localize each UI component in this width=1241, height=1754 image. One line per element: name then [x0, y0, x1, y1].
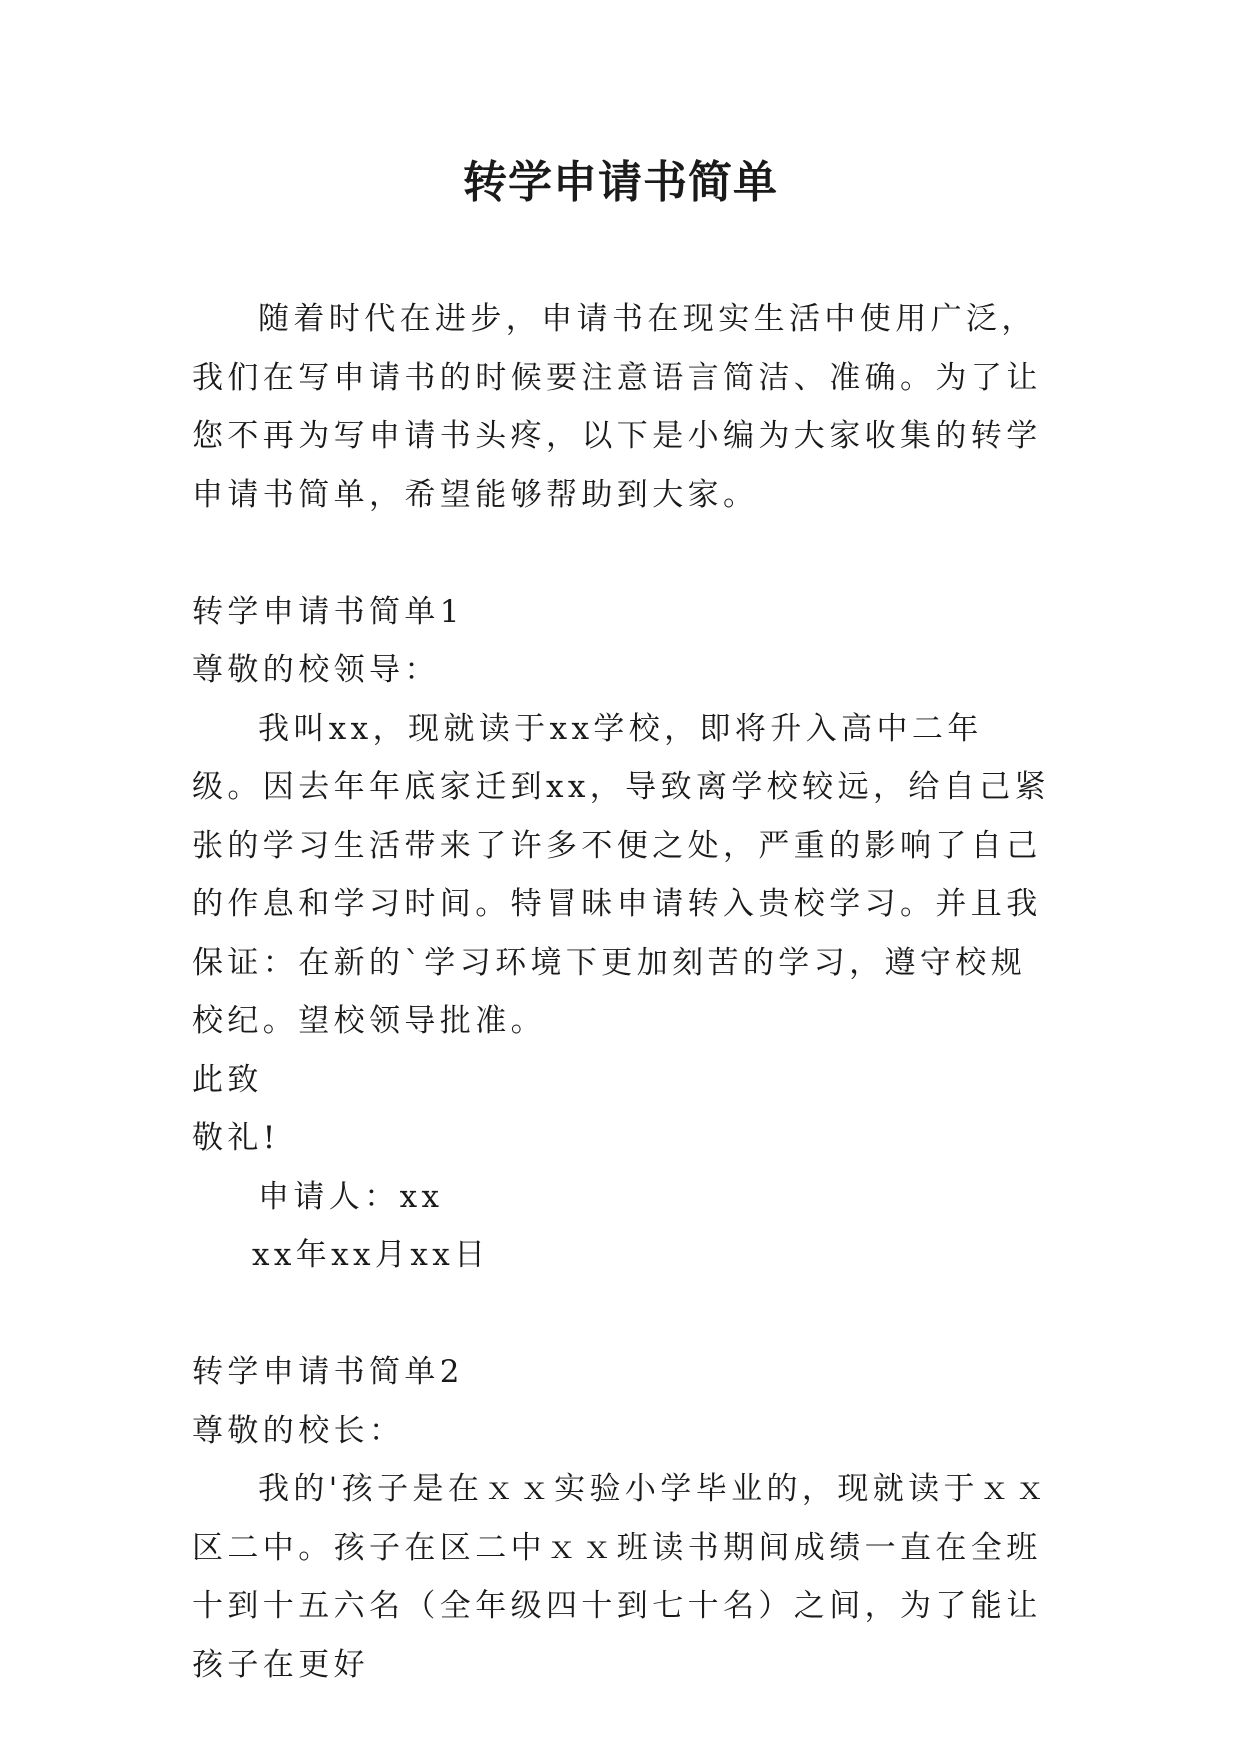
date-line: xx年xx月xx日 — [252, 1237, 490, 1273]
closing-line-2: 敬礼! — [192, 1120, 280, 1156]
signature-line: 申请人：xx — [258, 1178, 444, 1215]
section-heading-1: 转学申请书简单1 — [192, 593, 464, 630]
document-body — [192, 290, 1052, 1694]
letter-body-1: 我叫xx，现就读于xx学校，即将升入高中二年级。因去年年底家迁到xx，导致离学校较远，给自己紧张的学习生活带来了许多不便之处，严重的影响了自己的作息和学习时间。特冒昧申请转入贵校学习。并且我保证：在新的`学习环境下更加刻苦的学习，遵守校规校纪。望校领导批准。 — [192, 710, 1050, 1039]
paragraph-gap — [192, 524, 1052, 583]
paragraph-gap — [192, 1285, 1052, 1344]
document-title: 转学申请书简单 — [463, 157, 778, 208]
salutation-1: 尊敬的校领导： — [192, 652, 440, 688]
letter-body-2: 我的'孩子是在ｘｘ实验小学毕业的，现就读于ｘｘ区二中。孩子在区二中ｘｘ班读书期间成绩一直在全班十到十五六名（全年级四十到七十名）之间，为了能让孩子在更好 — [192, 1471, 1050, 1683]
closing-line-1: 此致 — [192, 1061, 263, 1098]
salutation-2: 尊敬的校长： — [192, 1412, 405, 1449]
intro-paragraph: 随着时代在进步，申请书在现实生活中使用广泛，我们在写申请书的时候要注意语言简洁、准确。为了让您不再为写申请书头疼，以下是小编为大家收集的转学申请书简单，希望能够帮助到大家。 — [192, 301, 1042, 513]
section-heading-2: 转学申请书简单2 — [192, 1354, 464, 1390]
